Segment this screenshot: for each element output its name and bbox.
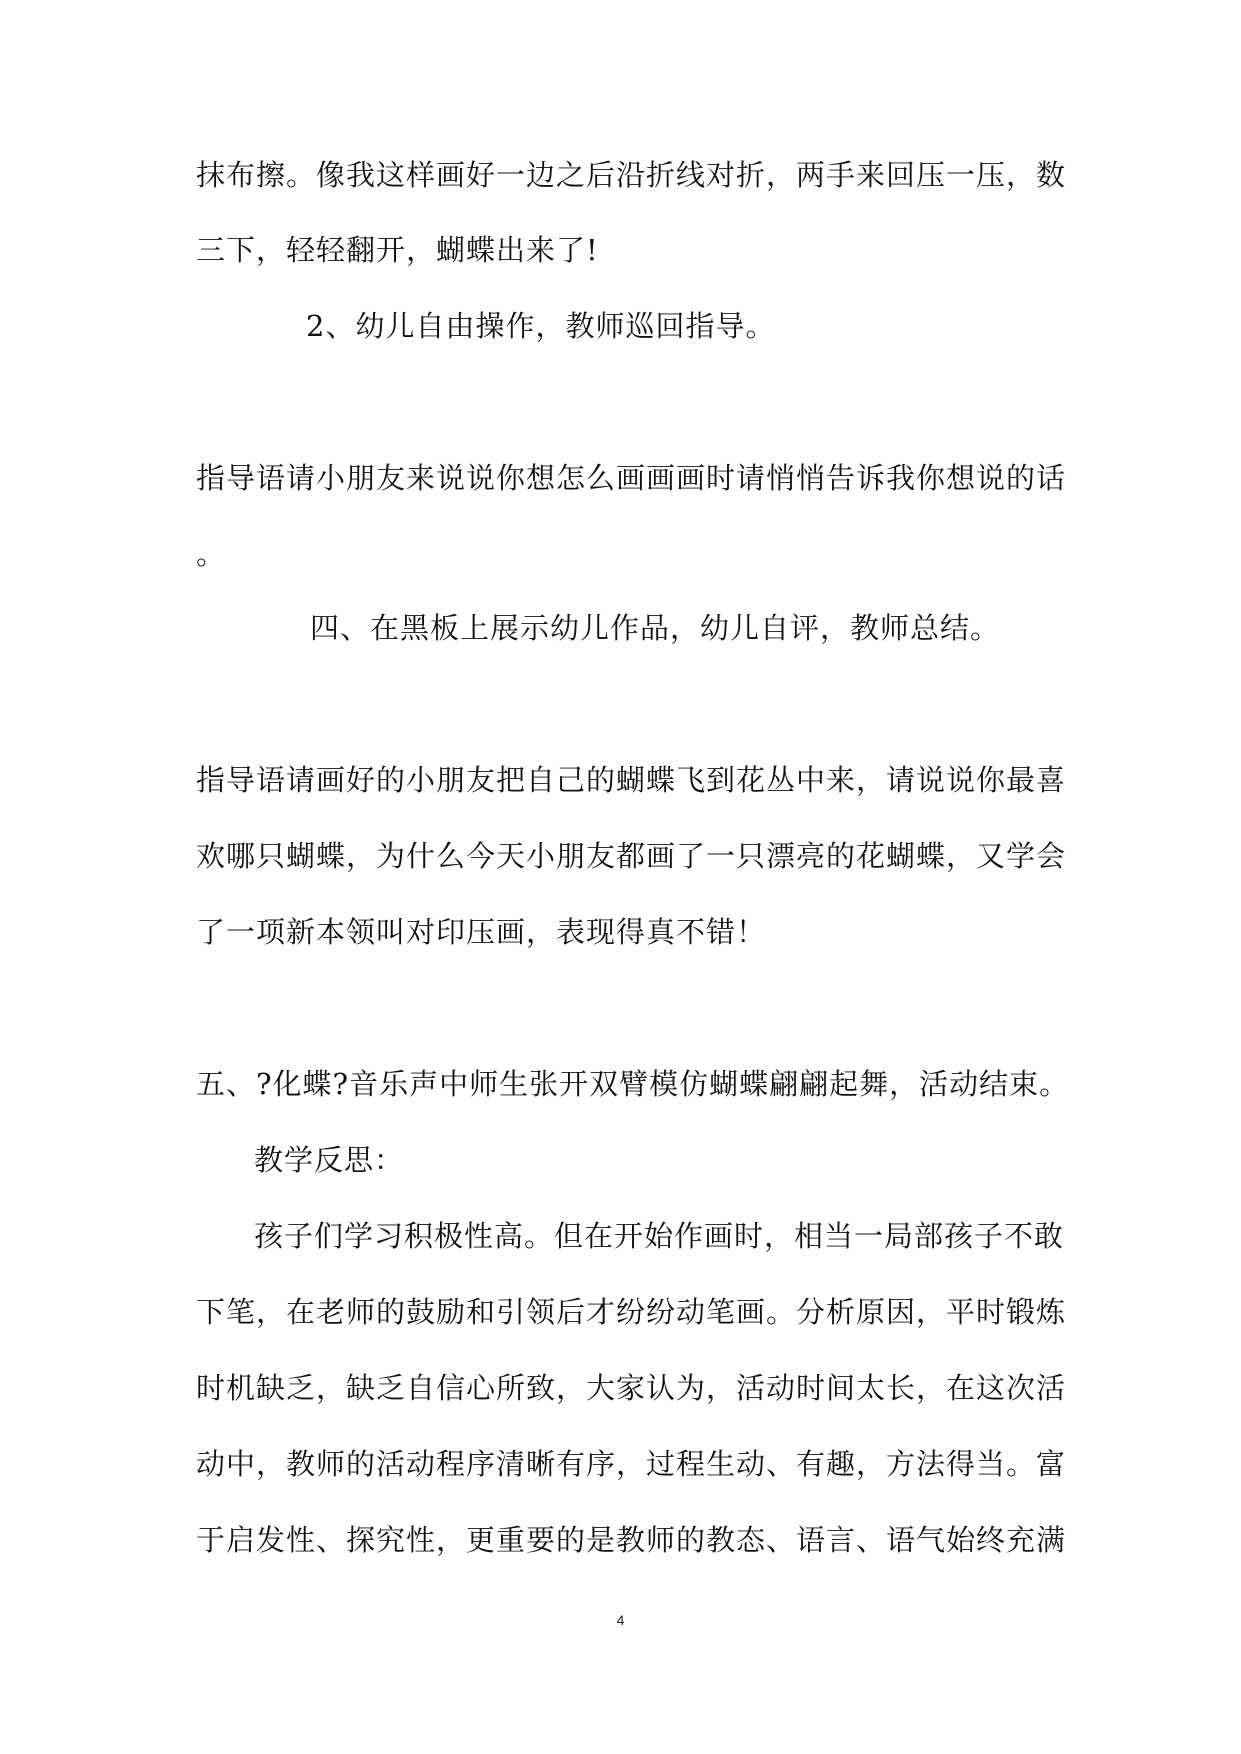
- paragraph-line: 了一项新本领叫对印压画，表现得真不错！: [196, 915, 767, 949]
- paragraph-line: 抹布擦。像我这样画好一边之后沿折线对折，两手来回压一压，数: [196, 158, 1067, 192]
- paragraph-line: 时机缺乏，缺乏自信心所致，大家认为，活动时间太长，在这次活: [196, 1371, 1067, 1405]
- paragraph-line: 。: [196, 537, 227, 571]
- paragraph-line: 指导语请画好的小朋友把自己的蝴蝶飞到花丛中来，请说说你最喜: [196, 763, 1067, 797]
- paragraph-line: 四、在黑板上展示幼儿作品，幼儿自评，教师总结。: [310, 611, 1001, 645]
- paragraph-line: 指导语请小朋友来说说你想怎么画画画时请悄悄告诉我你想说的话: [196, 461, 1067, 495]
- paragraph-line: 欢哪只蝴蝶，为什么今天小朋友都画了一只漂亮的花蝴蝶，又学会: [196, 839, 1067, 873]
- paragraph-line: 三下，轻轻翻开，蝴蝶出来了!: [196, 233, 599, 267]
- paragraph-line: 2、幼儿自由操作，教师巡回指导。: [306, 309, 776, 343]
- page-number: 4: [616, 1612, 625, 1628]
- paragraph-line: 于启发性、探究性，更重要的是教师的教态、语言、语气始终充满: [196, 1523, 1067, 1557]
- section-heading: 教学反思：: [254, 1143, 405, 1177]
- paragraph-line: 五、?化蝶?音乐声中师生张开双臂模仿蝴蝶翩翩起舞，活动结束。: [196, 1067, 1070, 1101]
- paragraph-line: 动中，教师的活动程序清晰有序，过程生动、有趣，方法得当。富: [196, 1447, 1067, 1481]
- paragraph-line: 下笔，在老师的鼓励和引领后才纷纷动笔画。分析原因，平时锻炼: [196, 1295, 1067, 1329]
- paragraph-line: 孩子们学习积极性高。但在开始作画时，相当一局部孩子不敢: [254, 1219, 1065, 1253]
